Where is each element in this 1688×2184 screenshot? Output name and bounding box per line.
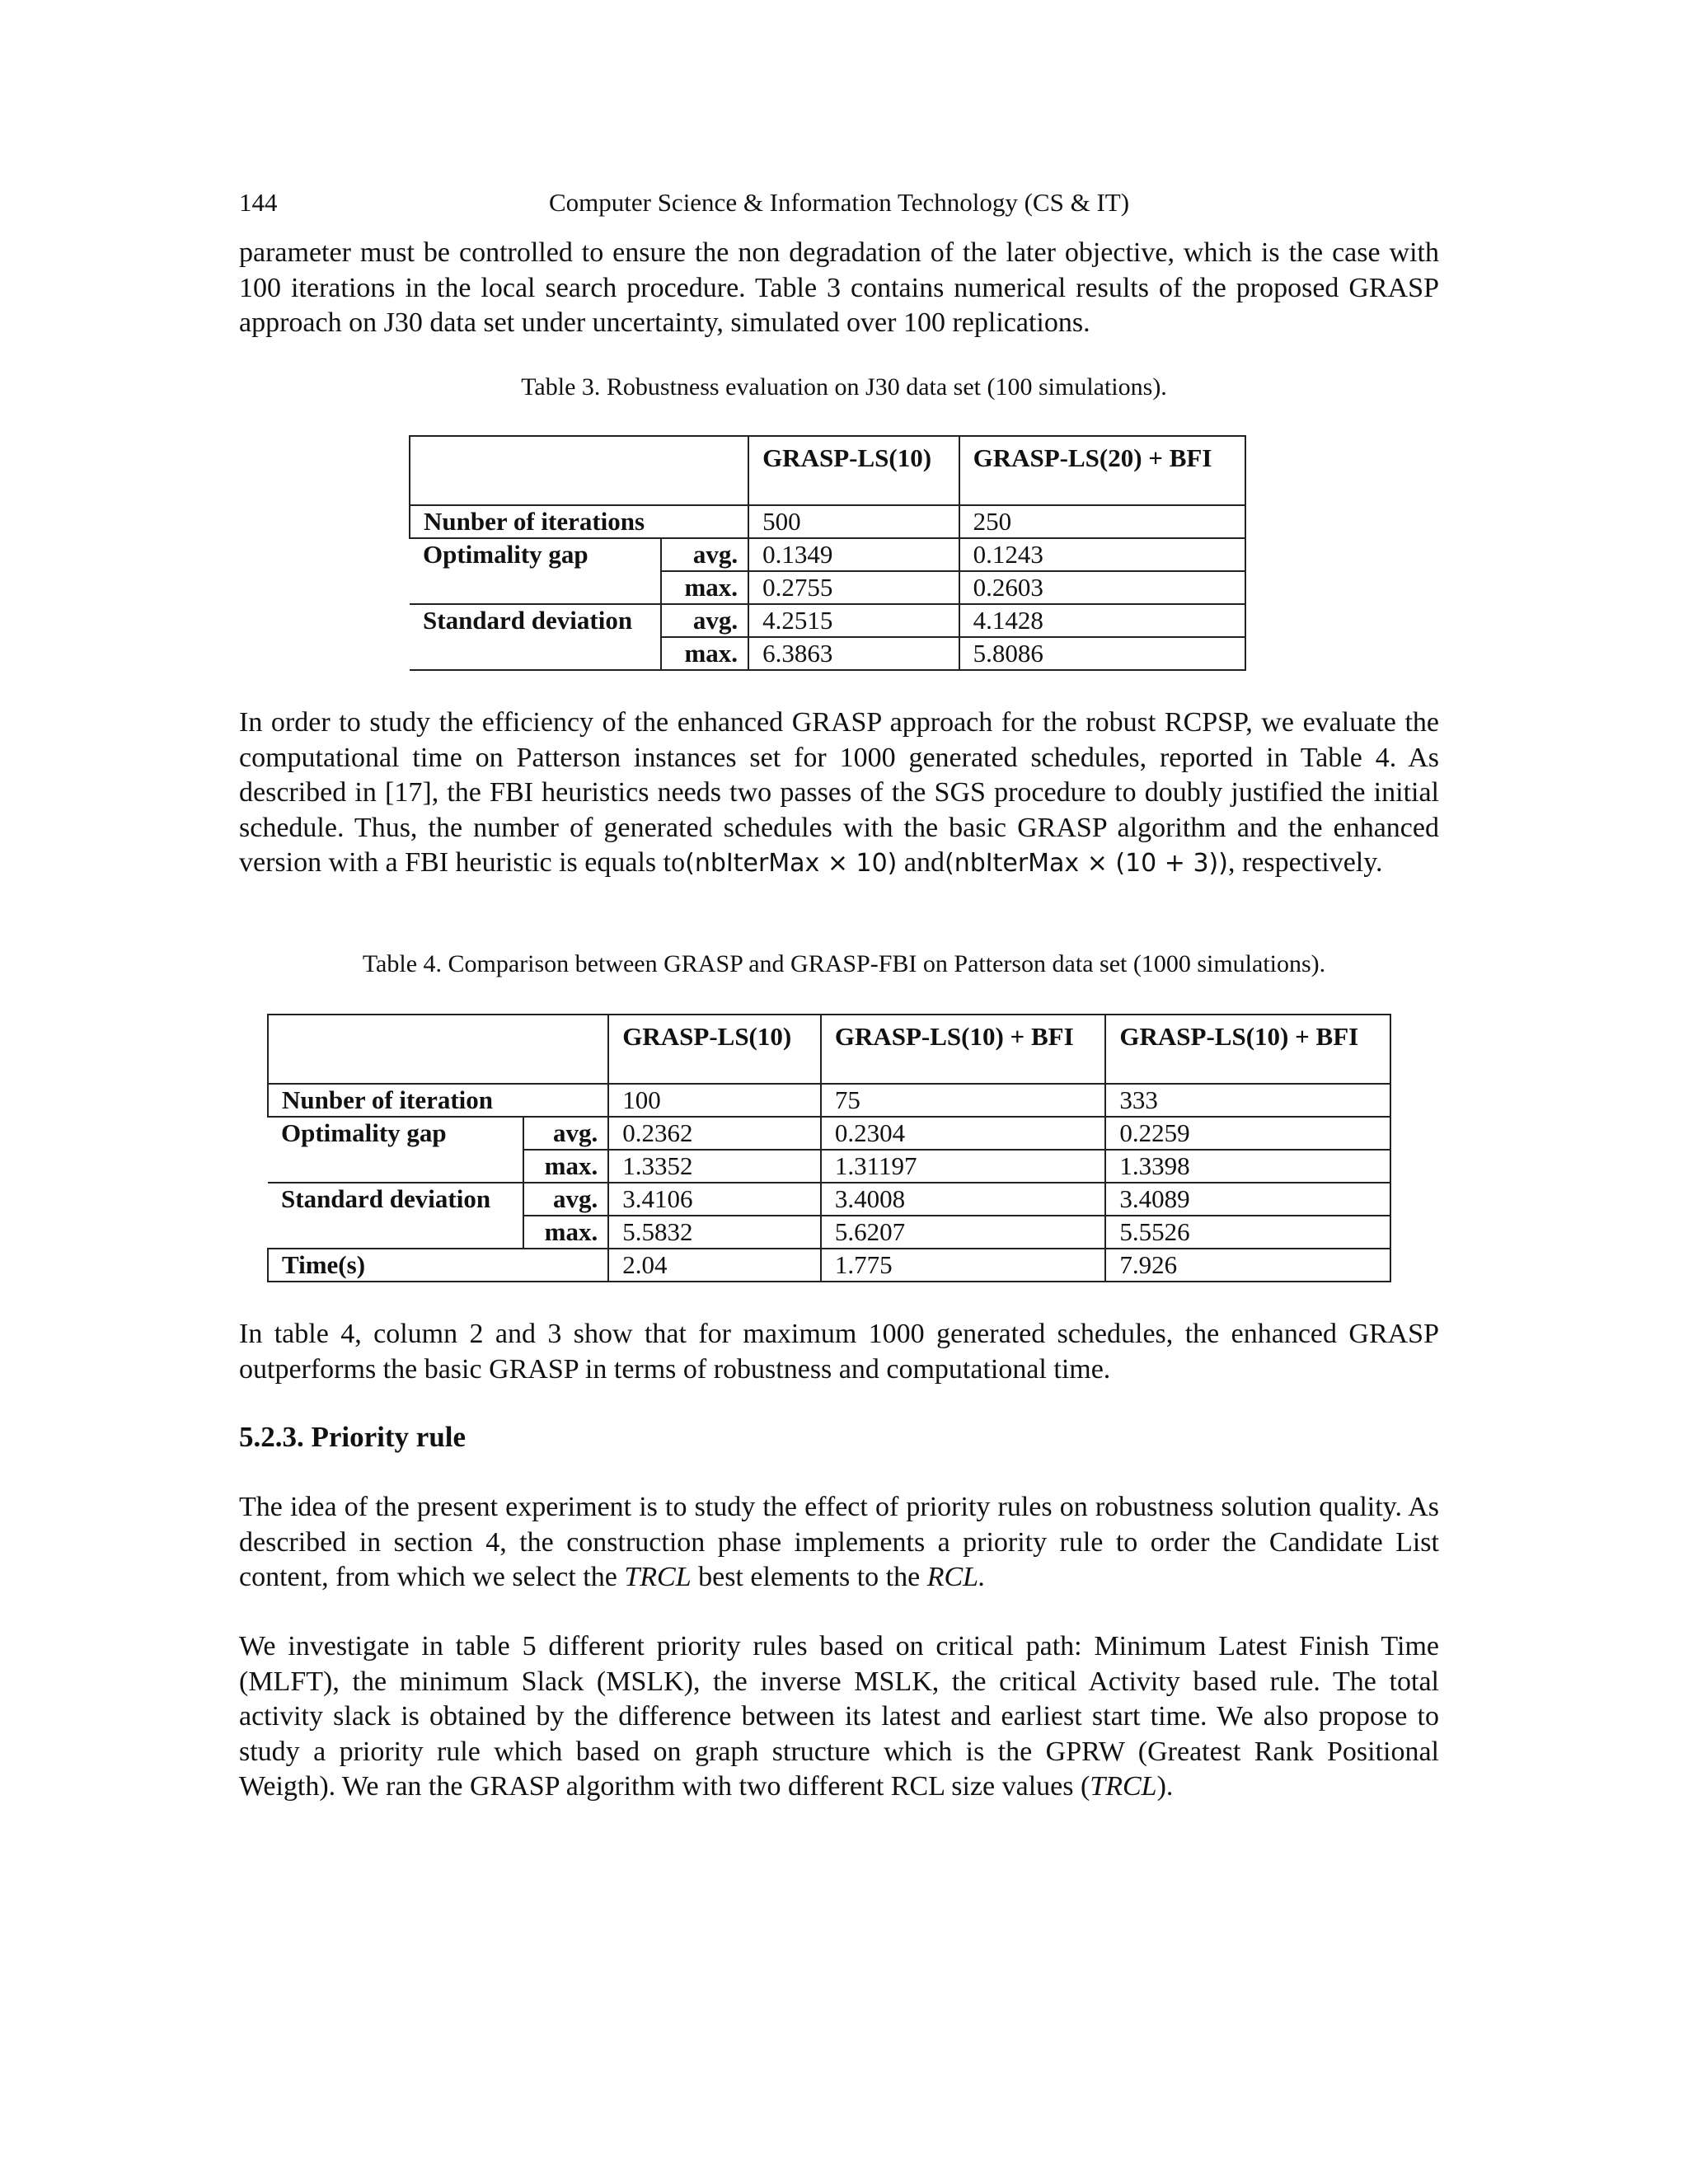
paragraph-text: best elements to the bbox=[691, 1562, 927, 1592]
paragraph-text: In order to study the efficiency of the enhanced GRASP approach for the robust RCPSP, we evaluate the computational time on Patterson instances set for 1000 generated schedules, reported in Table 4. As described in [17], the FBI heuristics needs two passes of the SGS procedure to doubly justified the initial schedule. Thus, the number of generated schedules with the basic GRASP algorithm and the enhanced version with a FBI heuristic is equals to bbox=[239, 707, 1439, 878]
blank-cell bbox=[268, 1216, 523, 1249]
table-cell: 6.3863 bbox=[748, 637, 959, 670]
table-row bbox=[268, 1249, 1390, 1282]
emphasis-trcl: TRCL bbox=[1090, 1771, 1157, 1802]
section-heading: 5.2.3. Priority rule bbox=[239, 1421, 467, 1453]
blank-cell bbox=[410, 571, 661, 604]
table-cell: 1.775 bbox=[821, 1249, 1106, 1282]
table3 bbox=[409, 435, 1246, 671]
paragraph-text: The idea of the present experiment is to study the effect of priority rules on robustness solution quality. As described in section 4, the construction phase implements a priority rule to order the Candidate List content, from which we select the bbox=[239, 1492, 1439, 1592]
table-cell: 1.3398 bbox=[1105, 1150, 1390, 1183]
table-cell: 500 bbox=[748, 505, 959, 538]
paragraph-text: ). bbox=[1156, 1771, 1174, 1802]
table-cell: 5.5526 bbox=[1105, 1216, 1390, 1249]
page-number: 144 bbox=[239, 188, 278, 217]
table-cell: 3.4008 bbox=[821, 1183, 1106, 1216]
table-row bbox=[410, 505, 1245, 538]
row-sublabel: max. bbox=[523, 1216, 609, 1249]
table-corner-cell bbox=[410, 436, 748, 505]
table-cell: 0.2755 bbox=[748, 571, 959, 604]
column-header: GRASP-LS(10) + BFI bbox=[821, 1015, 1106, 1084]
paragraph-efficiency bbox=[239, 705, 1439, 882]
paragraph-priority-idea bbox=[239, 1490, 1439, 1596]
table-row bbox=[268, 1216, 1390, 1249]
table-cell: 5.6207 bbox=[821, 1216, 1106, 1249]
table-cell: 0.2304 bbox=[821, 1117, 1106, 1150]
running-header bbox=[239, 185, 1439, 221]
table4-caption: Table 4. Comparison between GRASP and GRASP-FBI on Patterson data set (1000 simulations). bbox=[362, 950, 1326, 977]
row-sublabel: max. bbox=[661, 637, 748, 670]
row-sublabel: avg. bbox=[523, 1183, 609, 1216]
row-label: Standard deviation bbox=[268, 1183, 523, 1216]
paragraph-intro: parameter must be controlled to ensure the non degradation of the later objective, which is the case with 100 iterations in the local search procedure. Table 3 contains numerical results of the proposed GRASP approach on J30 data set under uncertainty, simulated over 100 replications. bbox=[239, 237, 1439, 338]
row-label: Optimality gap bbox=[410, 538, 661, 571]
table-cell: 0.2362 bbox=[608, 1117, 821, 1150]
row-sublabel: max. bbox=[523, 1150, 609, 1183]
table-cell: 5.5832 bbox=[608, 1216, 821, 1249]
row-sublabel: max. bbox=[661, 571, 748, 604]
table-cell: 0.2603 bbox=[959, 571, 1245, 604]
table-cell: 0.2259 bbox=[1105, 1117, 1390, 1150]
table-row bbox=[268, 1150, 1390, 1183]
row-sublabel: avg. bbox=[661, 604, 748, 637]
row-label: Nunber of iteration bbox=[268, 1084, 608, 1117]
paragraph-text: and bbox=[903, 847, 945, 878]
table3-caption: Table 3. Robustness evaluation on J30 data set (100 simulations). bbox=[521, 373, 1167, 401]
math-expression: (nbIterMax × 10) bbox=[685, 849, 898, 878]
table-row bbox=[410, 571, 1245, 604]
row-label: Time(s) bbox=[268, 1249, 608, 1282]
table-row bbox=[268, 1117, 1390, 1150]
row-label: Nunber of iterations bbox=[410, 505, 748, 538]
table-row bbox=[410, 637, 1245, 670]
column-header: GRASP-LS(20) + BFI bbox=[959, 436, 1245, 505]
table-cell: 4.2515 bbox=[748, 604, 959, 637]
table-cell: 250 bbox=[959, 505, 1245, 538]
table-cell: 4.1428 bbox=[959, 604, 1245, 637]
paragraph-text: , respectively. bbox=[1227, 847, 1383, 878]
row-label: Optimality gap bbox=[268, 1117, 523, 1150]
column-header: GRASP-LS(10) bbox=[608, 1015, 821, 1084]
column-header: GRASP-LS(10) bbox=[748, 436, 959, 505]
table-cell: 5.8086 bbox=[959, 637, 1245, 670]
row-sublabel: avg. bbox=[661, 538, 748, 571]
table-cell: 2.04 bbox=[608, 1249, 821, 1282]
paragraph-table4-summary: In table 4, column 2 and 3 show that for maximum 1000 generated schedules, the enhanced GRASP outperforms the basic GRASP in terms of robustness and computational time. bbox=[239, 1319, 1439, 1385]
table-cell: 1.3352 bbox=[608, 1150, 821, 1183]
blank-cell bbox=[268, 1150, 523, 1183]
table4 bbox=[267, 1014, 1391, 1282]
table-row bbox=[268, 1084, 1390, 1117]
table-cell: 0.1349 bbox=[748, 538, 959, 571]
table-header-row bbox=[268, 1015, 1390, 1084]
table-cell: 3.4089 bbox=[1105, 1183, 1390, 1216]
table-cell: 7.926 bbox=[1105, 1249, 1390, 1282]
table-cell: 75 bbox=[821, 1084, 1106, 1117]
blank-cell bbox=[410, 637, 661, 670]
table-row bbox=[410, 604, 1245, 637]
paragraph-text: We investigate in table 5 different priority rules based on critical path: Minimum Latest Finish Time (MLFT), the minimum Slack (MSLK), the inverse MSLK, the critical Activity based rule. The total activity slack is obtained by the difference between its latest and earliest start time. We also propose to study a priority rule which based on graph structure which is the GPRW (Greatest Rank Positional Weigth). We ran the GRASP algorithm with two different RCL size values ( bbox=[239, 1631, 1439, 1802]
math-expression: (nbIterMax × (10 + 3)) bbox=[944, 849, 1228, 878]
table-corner-cell bbox=[268, 1015, 608, 1084]
paragraph-priority-rules bbox=[239, 1629, 1439, 1805]
emphasis-rcl: RCL. bbox=[926, 1562, 986, 1592]
table-cell: 1.31197 bbox=[821, 1150, 1106, 1183]
table-cell: 3.4106 bbox=[608, 1183, 821, 1216]
row-label: Standard deviation bbox=[410, 604, 661, 637]
table-row bbox=[268, 1183, 1390, 1216]
row-sublabel: avg. bbox=[523, 1117, 609, 1150]
table-header-row bbox=[410, 436, 1245, 505]
table-cell: 333 bbox=[1105, 1084, 1390, 1117]
table-cell: 100 bbox=[608, 1084, 821, 1117]
table-cell: 0.1243 bbox=[959, 538, 1245, 571]
emphasis-trcl: TRCL bbox=[624, 1562, 692, 1592]
column-header: GRASP-LS(10) + BFI bbox=[1105, 1015, 1390, 1084]
table-row bbox=[410, 538, 1245, 571]
journal-title: Computer Science & Information Technology (CS & IT) bbox=[548, 188, 1130, 217]
